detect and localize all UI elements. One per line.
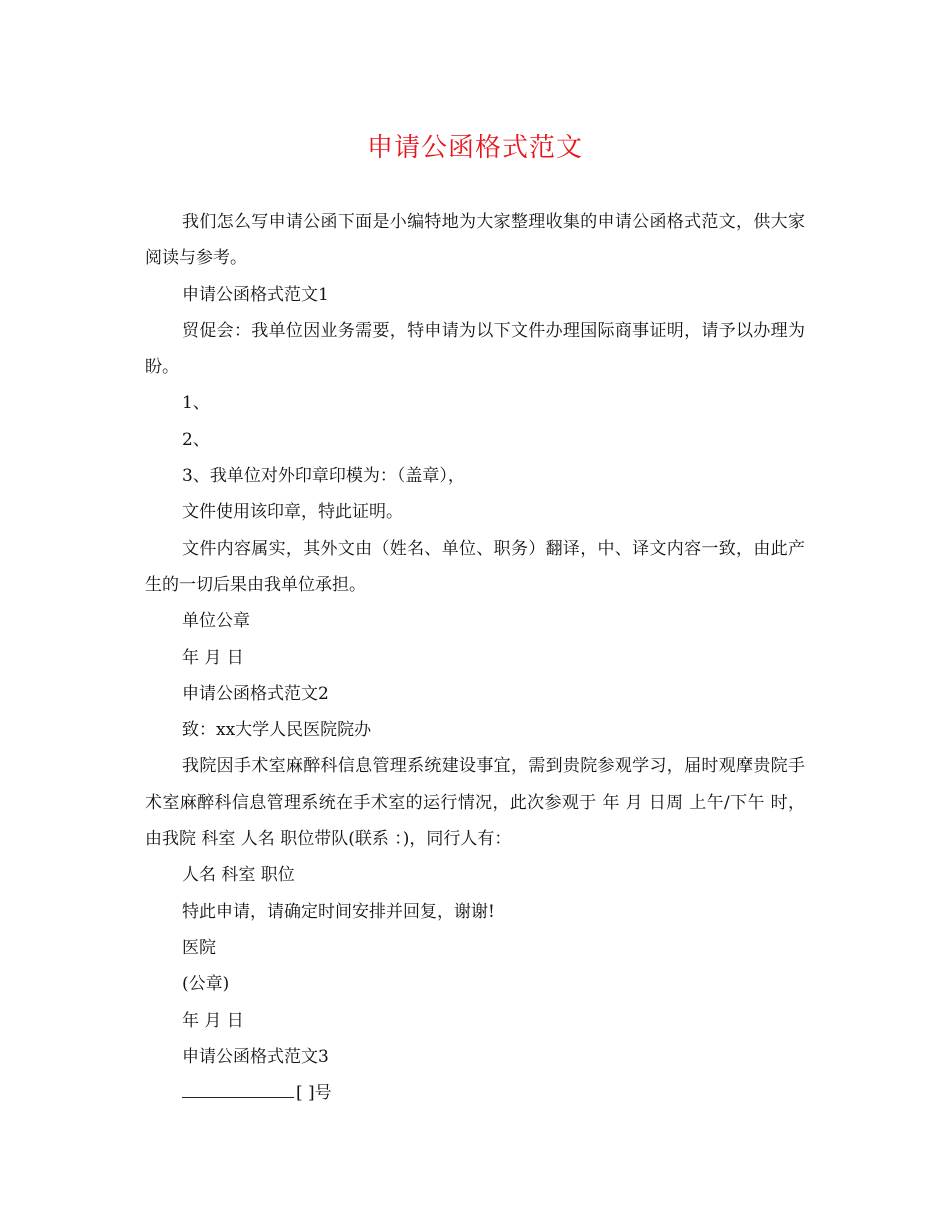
paragraph: 申请公函格式范文1 <box>182 284 329 305</box>
paragraph: 我院因手术室麻醉科信息管理系统建设事宜，需到贵院参观学习，届时观摩贵院手术室麻醉科信息管理系统在手术室的运行情况，此次参观于 年 月 日周 上午/下午 时，由我院 科室 人名 职位带队(联系 ：)，同行人有： <box>145 756 805 850</box>
document-title: 申请公函格式范文 <box>366 133 583 163</box>
paragraph: 年 月 日 <box>182 647 244 668</box>
paragraph: 申请公函格式范文3 <box>182 1046 329 1067</box>
paragraph: 单位公章 <box>182 611 250 632</box>
paragraph: 申请公函格式范文2 <box>182 683 329 704</box>
paragraph: 年 月 日 <box>182 1010 244 1031</box>
paragraph: 贸促会：我单位因业务需要，特申请为以下文件办理国际商事证明，请予以办理为盼。 <box>145 320 805 378</box>
paragraph: 3、我单位对外印章印模为：（盖章）， <box>182 466 465 487</box>
paragraph: 1、 <box>182 393 210 414</box>
paragraph: 致：xx大学人民医院院办 <box>182 720 372 741</box>
blank-underline <box>182 1081 294 1098</box>
paragraph: (公章) <box>182 974 230 995</box>
document-body <box>145 204 805 1111</box>
document-number-label: [ ]号 <box>296 1083 332 1104</box>
paragraph: 文件使用该印章，特此证明。 <box>182 502 403 523</box>
paragraph: 人名 科室 职位 <box>182 865 295 886</box>
paragraph: 文件内容属实，其外文由（姓名、单位、职务）翻译，中、译文内容一致，由此产生的一切后果由我单位承担。 <box>145 538 805 595</box>
paragraph: 医院 <box>182 937 216 958</box>
paragraph: 特此申请，请确定时间安排并回复，谢谢! <box>182 901 495 922</box>
paragraph: 我们怎么写申请公函下面是小编特地为大家整理收集的申请公函格式范文，供大家阅读与参考。 <box>145 212 805 269</box>
paragraph: 2、 <box>182 429 210 450</box>
document-number-line <box>145 1075 805 1111</box>
